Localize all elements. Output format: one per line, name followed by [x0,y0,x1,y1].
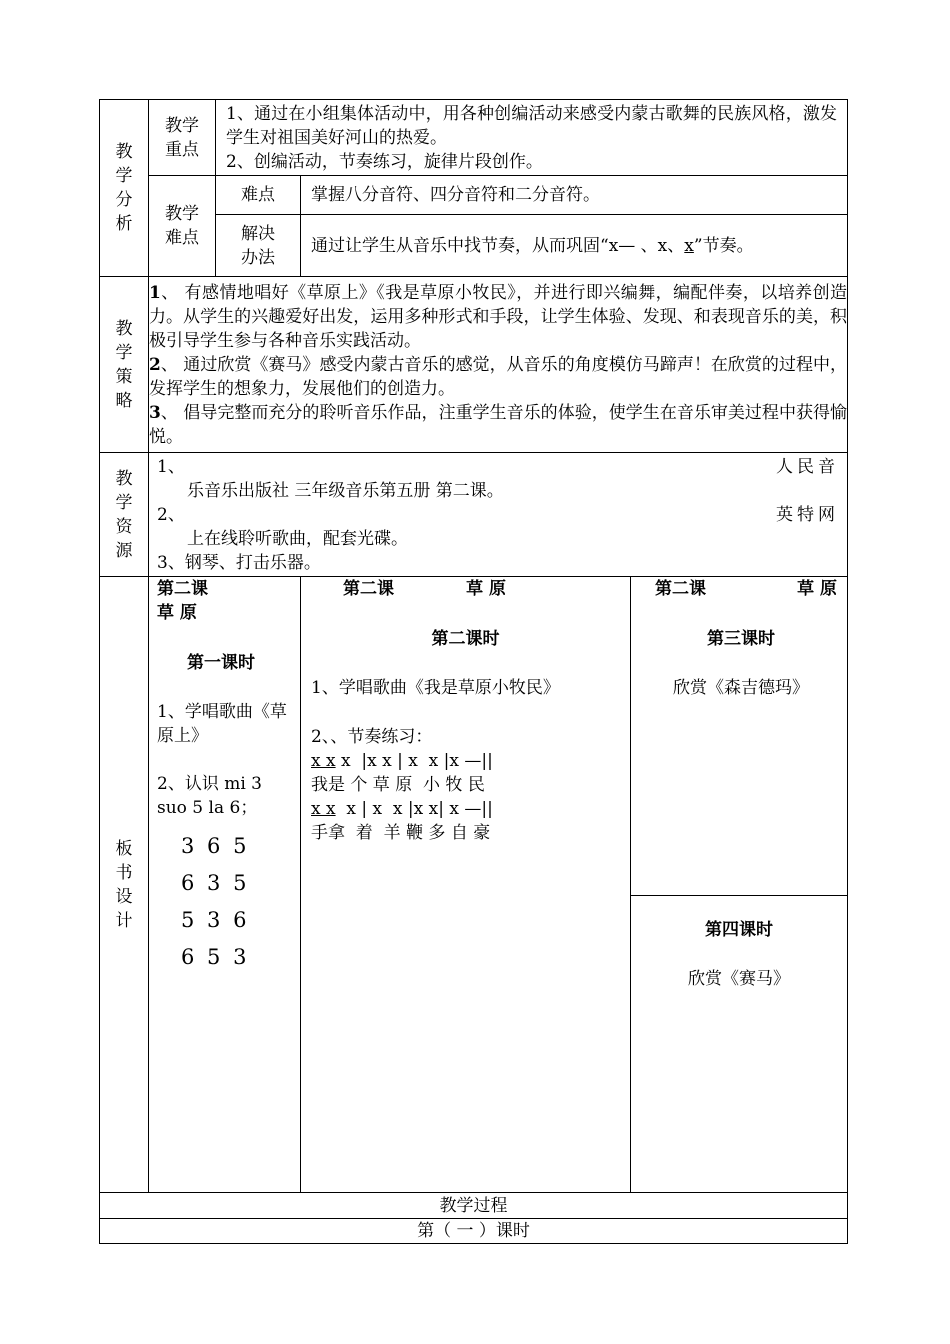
strategy-item: 1、 有感情地唱好《草原上》《我是草原小牧民》，并进行即兴编舞，编配伴奏，以培养创造力。从学生的兴趣爱好出发，运用多种形式和手段，让学生体验、发现、和表现音乐的美，积极引导学生参与各种音乐实践活动。 [149,282,847,351]
board-design-label: 板 书 设 计 [100,577,149,1193]
resource-item-cont: 乐音乐出版社 三年级音乐第五册 第二课。 [187,480,504,501]
resource-item-cont: 上在线聆听歌曲，配套光碟。 [187,528,408,549]
strategy-item: 3、 倡导完整而充分的聆听音乐作品，注重学生音乐的体验，使学生在音乐审美过程中获得愉悦。 [149,402,847,447]
strategy-text [149,277,848,453]
rhythm-line-2: x x x | x x |x x| x —|| [311,799,493,819]
solution-text: 通过让学生从音乐中找节奏，从而巩固“x— 、x、x”节奏。 [301,215,848,277]
board-col2-title: 第二课 草 原 [343,579,506,599]
difficulty-sub-label: 难点 [216,176,301,215]
lyrics-line-2: 手拿 着 羊 鞭 多 自 豪 [311,823,491,843]
notes-row: 5 3 6 [181,908,250,932]
board-col1-period: 第一课时 [187,653,255,673]
board-col2-item2: 2、、节奏练习： [311,727,433,747]
strategy-label: 教 学 策 略 [100,277,149,453]
analysis-label: 教 学 分 析 [100,100,149,277]
board-col3-item: 欣赏《森吉德玛》 [673,678,809,698]
board-col1-subtitle: 草 原 [157,603,197,623]
board-col1-item1: 1、学唱歌曲《草原上》 [157,702,287,746]
resources-text [149,453,848,577]
strategy-item: 2、 通过欣赏《赛马》感受内蒙古音乐的感觉，从音乐的角度模仿马蹄声！在欣赏的过程中，发挥学生的想象力，发展他们的创造力。 [149,354,847,399]
board-col-lesson1 [149,577,301,1193]
board-col4-item: 欣赏《赛马》 [688,969,790,989]
board-col2-item1: 1、学唱歌曲《我是草原小牧民》 [311,678,560,698]
solution-label: 解决 办法 [216,215,301,277]
board-col-lesson2 [301,577,631,1193]
board-col1-item2: 2、认识 mi 3 suo 5 la 6； [157,774,262,818]
board-col4-period: 第四课时 [705,920,773,940]
board-col3-title: 第二课 草 原 [655,579,837,599]
notes-row: 6 5 3 [181,945,250,969]
key-points-text: 1、通过在小组集体活动中，用各种创编活动来感受内蒙古歌舞的民族风格，激发学生对祖国美好河山的热爱。 2、创编活动，节奏练习，旋律片段创作。 [216,100,848,176]
process-period: 第（ 一 ）课时 [100,1219,848,1244]
key-points-label: 教学 重点 [149,100,216,176]
board-col1-title: 第二课 [157,579,208,599]
lesson-plan-table [99,99,848,1244]
difficulty-text: 掌握八分音符、四分音符和二分音符。 [301,176,848,215]
notes-row: 3 6 5 [181,834,250,858]
process-heading: 教学过程 [100,1193,848,1219]
board-col3-period: 第三课时 [707,629,775,649]
resource-item: 3、钢琴、打击乐器。 [157,552,321,573]
resource-item: 1、 人民音 [157,456,839,477]
resources-label: 教 学 资 源 [100,453,149,577]
difficulty-label: 教学 难点 [149,176,216,277]
board-col-lesson3-4 [631,577,848,1193]
notes-row: 6 3 5 [181,871,250,895]
rhythm-line-1: x x x |x x | x x |x —|| [311,751,493,771]
resource-item: 2、 英特网 [157,504,839,525]
lyrics-line-1: 我是 个 草 原 小 牧 民 [311,775,485,795]
board-col2-period: 第二课时 [431,629,500,649]
